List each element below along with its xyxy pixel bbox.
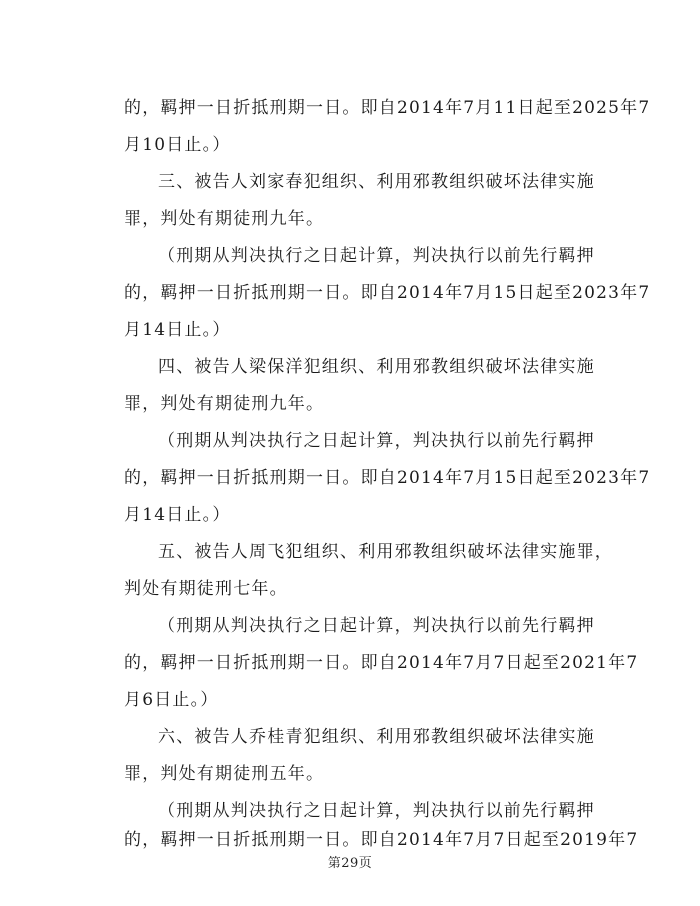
text-line-2: 月10日止。） [124, 135, 231, 155]
text-line-11: 的，羁押一日折抵刑期一日。即自2014年7月15日起至2023年7 [124, 468, 651, 488]
text-line-6: 的，羁押一日折抵刑期一日。即自2014年7月15日起至2023年7 [124, 283, 651, 303]
text-line-8: 四、被告人梁保洋犯组织、利用邪教组织破坏法律实施 [158, 357, 595, 377]
text-line-10: （刑期从判决执行之日起计算，判决执行以前先行羁押 [158, 431, 595, 451]
text-line-18: 六、被告人乔桂青犯组织、利用邪教组织破坏法律实施 [158, 727, 595, 747]
text-line-9: 罪，判处有期徒刑九年。 [124, 394, 325, 414]
text-line-15: （刑期从判决执行之日起计算，判决执行以前先行羁押 [158, 616, 595, 636]
text-line-4: 罪，判处有期徒刑九年。 [124, 209, 325, 229]
text-line-16: 的，羁押一日折抵刑期一日。即自2014年7月7日起至2021年7 [124, 653, 639, 673]
text-line-21: 的，羁押一日折抵刑期一日。即自2014年7月7日起至2019年7 [124, 830, 639, 850]
text-line-1: 的，羁押一日折抵刑期一日。即自2014年7月11日起至2025年7 [124, 98, 651, 118]
text-line-3: 三、被告人刘家春犯组织、利用邪教组织破坏法律实施 [158, 172, 595, 192]
text-line-14: 判处有期徒刑七年。 [124, 579, 288, 599]
text-line-7: 月14日止。） [124, 320, 231, 340]
text-line-19: 罪，判处有期徒刑五年。 [124, 764, 325, 784]
text-line-20: （刑期从判决执行之日起计算，判决执行以前先行羁押 [158, 801, 595, 821]
page-number: 第29页 [327, 856, 373, 871]
text-line-12: 月14日止。） [124, 505, 231, 525]
text-line-5: （刑期从判决执行之日起计算，判决执行以前先行羁押 [158, 246, 595, 266]
text-line-13: 五、被告人周飞犯组织、利用邪教组织破坏法律实施罪， [158, 542, 613, 562]
text-line-17: 月6日止。） [124, 690, 219, 710]
